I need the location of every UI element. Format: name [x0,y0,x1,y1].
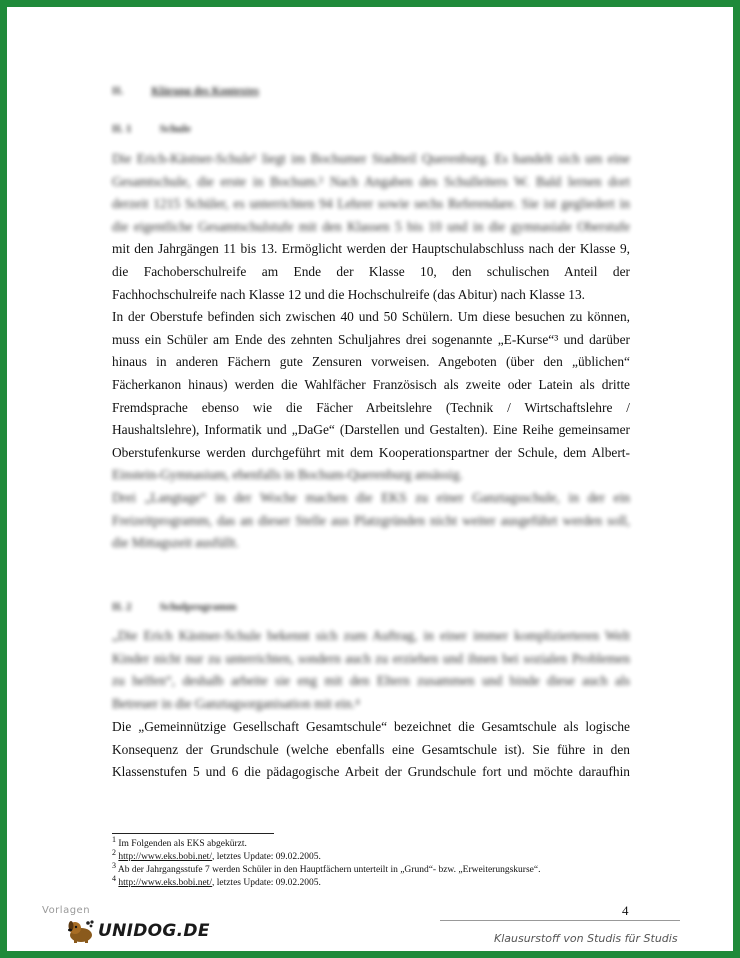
subsection-number: II. 2 [112,601,132,613]
footnote-mark: 4 [112,873,116,883]
text-line: derzeit 1215 Schüler, es unterrichten 94 Lehrer sowie sechs Referendare. Sie ist gegliedert in [112,196,630,212]
footnote-3 [112,860,541,877]
footnote-divider [112,833,274,834]
section-title: Klärung des Kontextes [151,85,259,97]
text-line: Drei „Langtage“ in der Woche machen die EKS zu einer Ganztagsschule, in der ein [112,489,630,505]
text-line: mit den Jahrgängen 11 bis 13. Ermöglicht werden der Hauptschulabschluss nach der Klasse 9, [112,241,630,257]
footnote-text: Ab der Jahrgangsstufe 7 werden Schüler in den Hauptfächern unterteilt in „Grund“- bzw. „Erweiterungskurse“. [117,865,541,875]
section-heading [112,85,259,97]
footnote-link[interactable]: http://www.eks.bobi.net/ [118,852,212,862]
text-line: die eigentliche Gesamtschulstufe mit den Klassen 5 bis 10 und in die gymnasiale Oberstufe [112,218,630,234]
footnote-4 [112,873,540,890]
footnote-mark: 3 [112,860,116,870]
footer-divider [440,920,680,921]
dog-icon [66,918,96,944]
text-line: Oberstufenkurse werden durchgeführt mit dem Kooperationspartner der Schule, dem Albert- [112,444,630,460]
subsection-heading-2 [112,601,236,613]
watermark-vorlagen: Vorlagen [42,905,91,916]
subsection-title: Schulprogramm [159,601,237,613]
text-line: Die „Gemeinnützige Gesellschaft Gesamtschule“ bezeichnet die Gesamtschule als logische [112,719,630,734]
footnote-text: Im Folgenden als EKS abgekürzt. [118,839,247,849]
text-line: In der Oberstufe befinden sich zwischen 40 und 50 Schülern. Um diese besuchen zu können, [112,309,630,325]
text-line: die Mittagszeit ausfüllt. [112,535,239,551]
text-line: muss ein Schüler am Ende des zehnten Schuljahres drei sogenannte „E-Kurse“³ und darüber [112,331,630,347]
footnote-mark: 2 [112,847,116,857]
text-line: die Fachoberschulreife am Ende der Klasse 10, den schulischen Anteil der [112,263,630,279]
footnotes [112,834,541,890]
footnote-text: , letztes Update: 09.02.2005. [211,852,321,862]
section-number: II. [112,85,124,97]
page-number: 4 [622,903,629,918]
text-line: Fremdsprache ebenso wie die Fächer Arbeitslehre (Technik / Wirtschaftslehre / [112,399,630,415]
footnote-2 [112,847,540,864]
text-line: Betreuer in die Ganztagsorganisation mit ein.⁴ [112,695,360,711]
footnote-link[interactable]: http://www.eks.bobi.net/ [118,878,212,888]
footnote-text: , letztes Update: 09.02.2005. [211,878,321,888]
subsection-number: II. 1 [112,123,132,135]
text-line: Klassenstufen 5 und 6 die pädagogische Arbeit der Grundschule fort und möchte daraufhin [112,764,630,780]
text-line: Kinder nicht nur zu unterrichten, sondern auch zu erziehen und ihnen bei sozialen Problemen [112,650,630,666]
subsection-title: Schule [159,123,191,135]
text-line: hinaus in anderen Fächern gute Zensuren vorweisen. Angeboten (über den „üblichen“ [112,354,630,370]
subsection-heading-1 [112,123,191,135]
text-line: Fächerkanon hinaus) werden die Wahlfächer Französisch als zweite oder Latein als dritte [112,376,630,392]
text-line: Haushaltslehre), Informatik und „DaGe“ (Darstellen und Gestalten). Eine Reihe gemeinsamer [112,422,630,438]
text-line: Einstein-Gymnasium, ebenfalls in Bochum-Querenburg ansässig. [112,467,463,483]
quote-paragraph [112,625,630,715]
body-paragraph-1 [112,148,630,555]
text-line: Gesamtschule, die erste in Bochum.² Nach Angaben des Schulleiters W. Bald lernen dort [112,173,630,189]
text-line: zu helfen“, deshalb arbeite sie eng mit den Eltern zusammen und binde diese auch als [112,673,630,689]
logo-text: UNIDOG.DE [98,921,210,941]
body-paragraph-2 [112,716,630,784]
text-line: Fachhochschulreife nach Klasse 12 und die Hochschulreife (das Abitur) nach Klasse 13. [112,286,585,302]
text-line: Die Erich-Kästner-Schule¹ liegt im Bochumer Stadtteil Querenburg. Es handelt sich um eine [112,151,630,166]
text-line: „Die Erich Kästner-Schule bekennt sich zum Auftrag, in einer immer komplizierteren Welt [112,628,630,643]
unidog-logo [66,918,210,944]
tagline: Klausurstoff von Studis für Studis [494,932,678,945]
text-line: Freizeitprogramm, das an dieser Stelle aus Platzgründen nicht weiter ausgeführt werden soll, [112,512,630,528]
footnote-mark: 1 [112,834,116,844]
footnote-1 [112,834,540,851]
text-line: Konsequenz der Grundschule (welche ebenfalls eine Gesamtschule ist). Sie führe in den [112,741,630,757]
